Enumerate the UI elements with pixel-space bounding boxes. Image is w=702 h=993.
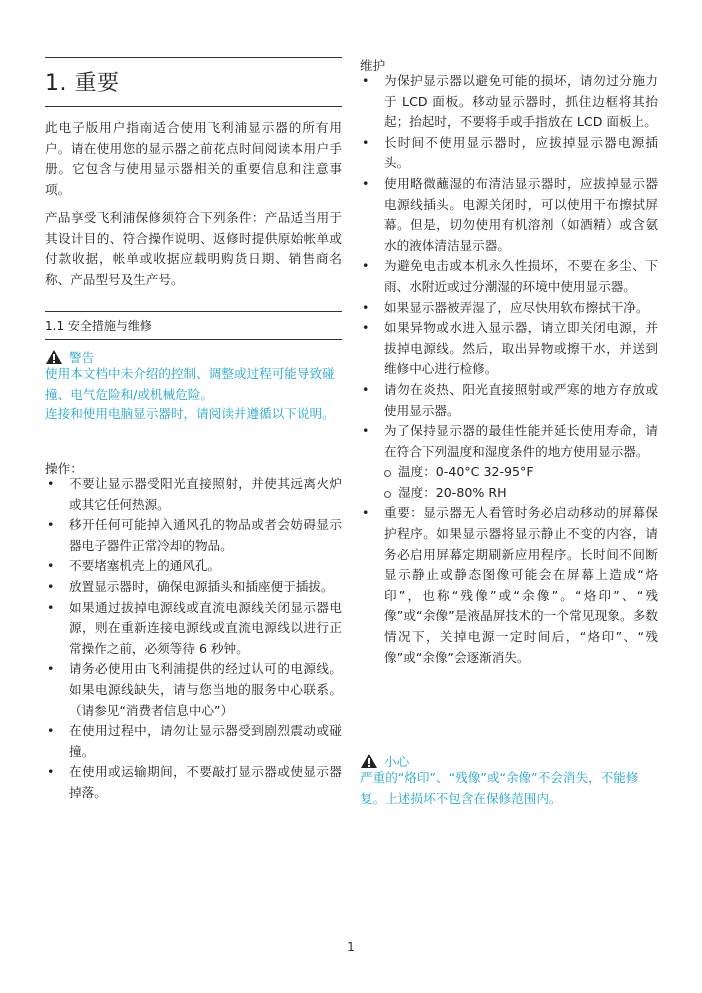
maintenance-title: 维护 xyxy=(360,58,386,73)
operations-list xyxy=(45,474,342,804)
section-rule-top xyxy=(45,311,342,312)
list-item: • 放置显示器时，确保电源插头和插座便于插拔。 xyxy=(47,578,334,594)
warning-triangle-icon xyxy=(45,349,63,365)
warning-text-2: 连接和使用电脑显示器时，请阅读并遵循以下说明。 xyxy=(45,406,335,421)
list-item: • 为避免电击或本机永久性损坏，不要在多尘、下雨、水附近或过分潮湿的环境中使用显示器。 xyxy=(362,258,658,294)
page-number: 1 xyxy=(347,940,355,954)
conditions-list xyxy=(384,462,658,503)
section-title: 1.1 安全措施与维修 xyxy=(45,319,152,333)
list-item: • 重要：显示器无人看管时务必启动移动的屏幕保护程序。如果显示器将显示静止不变的内容，请务必启用屏幕定期刷新应用程序。长时间不间断显示静止或静态图像可能会在屏幕上造成“烙印”，也称“残像”或“余像”。“烙印”、“残像”或“余像”是液晶屏技术的一个常见现象。多数情况下，关掉电源一定时间后，“烙印”、“残像”或“余像”会逐渐消失。 xyxy=(362,505,658,665)
list-item: • 移开任何可能掉入通风孔的物品或者会妨碍显示器电子器件正常冷却的物品。 xyxy=(47,517,342,553)
list-item: • 如果异物或水进入显示器，请立即关闭电源，并拔掉电源线。然后，取出异物或擦干水，并送到维修中心进行检修。 xyxy=(362,320,658,377)
warning-text-1: 使用本文档中未介绍的控制、调整或过程可能导致碰撞、电气危险和/或机械危险。 xyxy=(45,366,335,402)
list-item: • 如果通过拔掉电源线或直流电源线关闭显示器电源，则在重新连接电源线或直流电源线以进行正常操作之前，必须等待 6 秒钟。 xyxy=(47,599,342,656)
list-item: • 使用略微蘸湿的布清洁显示器时，应拔掉显示器电源线插头。电源关闭时，可以使用干布擦拭屏幕。但是，切勿使用有机溶剂（如酒精）或含氨水的液体清洁显示器。 xyxy=(362,175,658,253)
heading-underline xyxy=(45,106,342,107)
list-item: • 不要让显示器受阳光直接照射，并使其远离火炉或其它任何热源。 xyxy=(47,476,342,512)
list-item: • 如果显示器被弄湿了，应尽快用软布擦拭干净。 xyxy=(362,299,649,315)
warning-title: 警告 xyxy=(69,350,95,365)
page-title: 1. 重要 xyxy=(45,71,120,96)
list-item: • 为保护显示器以避免可能的损坏，请勿过分施力于 LCD 面板。移动显示器时，抓住边框将其抬起；抬起时，不要将手或手指放在 LCD 面板上。 xyxy=(362,73,658,130)
maintenance-list xyxy=(360,71,658,668)
intro-paragraph-1: 此电子版用户指南适合使用飞利浦显示器的所有用户。请在使用您的显示器之前花点时间阅读本用户手册。它包含与使用显示器相关的重要信息和注意事项。 xyxy=(45,120,342,197)
caution-title: 小心 xyxy=(384,754,410,769)
caution-text: 严重的“烙印”、“残像”或“余像”不会消失，不能修复。上述损坏不包含在保修范围内。 xyxy=(360,770,639,806)
top-rule-left xyxy=(45,57,342,58)
section-rule-bottom xyxy=(45,339,342,340)
list-item: • 不要堵塞机壳上的通风孔。 xyxy=(47,558,221,574)
list-item: • 请勿在炎热、阳光直接照射或严寒的地方存放或使用显示器。 xyxy=(362,381,658,418)
caution-triangle-icon xyxy=(360,753,378,769)
list-item: • 长时间不使用显示器时，应拔掉显示器电源插头。 xyxy=(362,134,658,171)
condition-item: 湿度：20-80% RH xyxy=(384,483,658,504)
condition-item: 温度：0-40°C 32-95°F xyxy=(384,462,658,483)
list-item: • 请务必使用由飞利浦提供的经过认可的电源线。如果电源线缺失，请与您当地的服务中心联系。（请参见“消费者信息中心”） xyxy=(47,661,342,718)
list-item: • 在使用或运输期间，不要敲打显示器或使显示器掉落。 xyxy=(47,764,342,800)
list-item: • 在使用过程中，请勿让显示器受到剧烈震动或碰撞。 xyxy=(47,723,342,759)
operations-title: 操作： xyxy=(45,461,83,476)
list-item: • 为了保持显示器的最佳性能并延长使用寿命，请在符合下列温度和湿度条件的地方使用显示器。 温度：0-40°C 32-95°F 湿度：20-80% RH xyxy=(360,421,658,503)
intro-paragraph-2: 产品享受飞利浦保修须符合下列条件：产品适当用于其设计目的、符合操作说明、返修时提供原始帐单或付款收据，帐单或收据应载明购货日期、销售商名称、产品型号及生产号。 xyxy=(45,210,342,287)
